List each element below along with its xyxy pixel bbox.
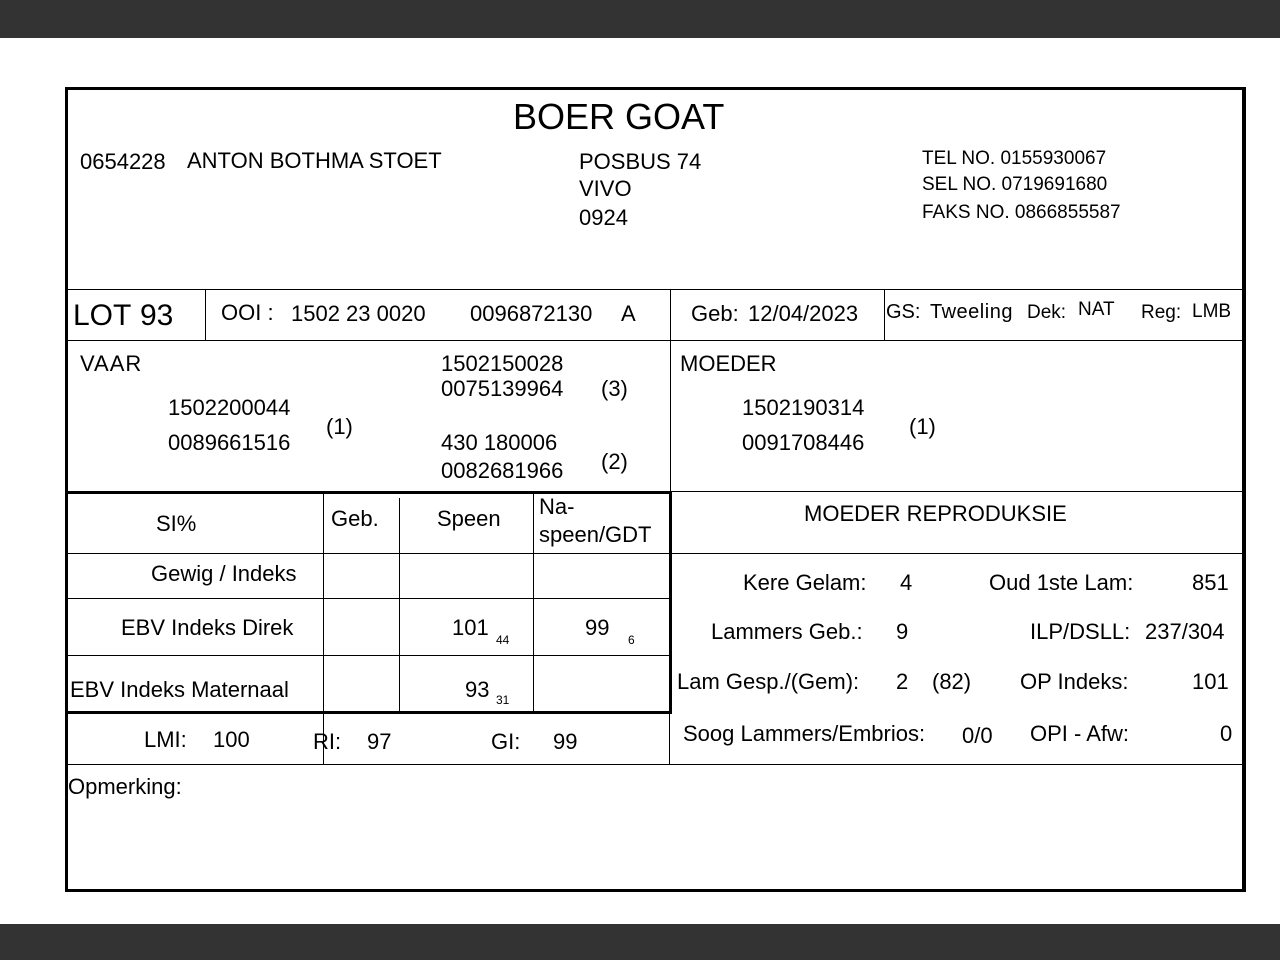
- opi-label: OPI - Afw:: [1030, 721, 1130, 746]
- sire-dam-reg: 0082681966: [441, 458, 564, 483]
- ebv-col-3: [533, 494, 534, 712]
- ebv-col-2: [399, 498, 400, 712]
- direk-speen-accuracy: 44: [496, 633, 510, 647]
- op-label: OP Indeks:: [1020, 669, 1129, 694]
- lmi-label: LMI:: [144, 727, 187, 752]
- ebv-col-1: [323, 494, 324, 764]
- lot-number: 93: [140, 299, 174, 332]
- kere-label: Kere Gelam:: [743, 570, 867, 595]
- breeder-address-2: VIVO: [579, 176, 632, 201]
- card-title: BOER GOAT: [513, 96, 725, 137]
- sire-dam-mark: (2): [601, 449, 628, 474]
- sire-sire-reg: 0075139964: [441, 376, 564, 401]
- sire-dam-id: 430 180006: [441, 430, 558, 455]
- gi-label: GI:: [491, 729, 521, 754]
- dam-id: 1502190314: [742, 395, 865, 420]
- breeder-number: 0654228: [80, 149, 166, 174]
- repro-title: MOEDER REPRODUKSIE: [804, 501, 1067, 526]
- ebv-box-top: [66, 491, 672, 494]
- ebv-box-bottom: [66, 711, 672, 714]
- breeder-name: ANTON BOTHMA STOET: [187, 148, 442, 173]
- sire-sire-mark: (3): [601, 376, 628, 401]
- ri-value: 97: [367, 729, 392, 754]
- birth-label: Geb:: [691, 301, 739, 326]
- top-bar: [0, 0, 1280, 38]
- ilp-value: 237/304: [1145, 619, 1225, 644]
- bottom-bar: [0, 924, 1280, 960]
- ebv-row-3: [68, 655, 670, 656]
- gs-value: Tweeling: [930, 301, 1013, 323]
- dam-mark: (1): [909, 414, 936, 439]
- sep-lower-v: [669, 714, 670, 764]
- lot-label: LOT: [73, 299, 132, 332]
- ebv-row-1: [68, 553, 670, 554]
- gi-value: 99: [553, 729, 578, 754]
- direk-naspeen-value: 99: [585, 615, 610, 640]
- reg-label: Reg:: [1141, 302, 1182, 323]
- maternaal-speen-accuracy: 31: [496, 693, 510, 707]
- row-label-maternaal: EBV Indeks Maternaal: [70, 677, 289, 702]
- breeder-address-1: POSBUS 74: [579, 149, 702, 174]
- sire-sire-id: 1502150028: [441, 351, 564, 376]
- dek-value: NAT: [1078, 299, 1115, 320]
- col-header-naspeen-2: speen/GDT: [539, 522, 652, 547]
- sep-lot-v1: [205, 290, 206, 340]
- sep-lot-v3: [884, 290, 885, 340]
- breeder-address-3: 0924: [579, 205, 628, 230]
- sep-lot-v2: [670, 290, 671, 340]
- sire-id: 1502200044: [168, 395, 291, 420]
- gs-label: GS:: [886, 301, 921, 323]
- ooi-id: 1502 23 0020: [291, 301, 426, 326]
- sep-lot-row: [66, 340, 1244, 341]
- kere-value: 4: [900, 570, 913, 595]
- lammers-value: 9: [896, 619, 909, 644]
- frame-bottom: [65, 889, 1246, 892]
- frame-top: [66, 87, 1246, 90]
- soog-value: 0/0: [962, 723, 993, 748]
- sep-header: [66, 289, 1244, 290]
- lmi-value: 100: [213, 727, 250, 752]
- gem-value: (82): [932, 669, 972, 694]
- oud-label: Oud 1ste Lam:: [989, 570, 1134, 595]
- sep-pedigree: [671, 491, 1244, 492]
- sire-mark: (1): [326, 414, 353, 439]
- reg-value: LMB: [1192, 301, 1232, 322]
- birth-date: 12/04/2023: [748, 301, 859, 326]
- direk-naspeen-accuracy: 6: [628, 633, 635, 647]
- frame-right: [1242, 87, 1246, 892]
- dek-label: Dek:: [1027, 302, 1067, 323]
- ebv-row-2: [68, 598, 670, 599]
- frame-left: [65, 87, 68, 892]
- lammers-label: Lammers Geb.:: [711, 619, 863, 644]
- dam-label: MOEDER: [680, 351, 777, 376]
- col-header-speen: Speen: [437, 506, 501, 531]
- ooi-label: OOI :: [221, 300, 274, 325]
- maternaal-speen-value: 93: [465, 677, 490, 702]
- col-header-geb: Geb.: [331, 506, 379, 531]
- soog-label: Soog Lammers/Embrios:: [683, 721, 926, 746]
- direk-speen-value: 101: [452, 615, 489, 640]
- breeder-faks: FAKS NO. 0866855587: [922, 202, 1121, 223]
- dam-reg: 0091708446: [742, 430, 865, 455]
- gesp-value: 2: [896, 669, 909, 694]
- ooi-grade: A: [621, 301, 636, 326]
- op-value: 101: [1192, 669, 1229, 694]
- row-label-direk: EBV Indeks Direk: [121, 615, 294, 640]
- sire-reg: 0089661516: [168, 430, 291, 455]
- ilp-label: ILP/DSLL:: [1030, 619, 1131, 644]
- oud-value: 851: [1192, 570, 1229, 595]
- gesp-label: Lam Gesp./(Gem):: [677, 669, 860, 694]
- ebv-box-right: [669, 491, 672, 714]
- breeder-sel: SEL NO. 0719691680: [922, 174, 1108, 195]
- sep-repro-title: [671, 553, 1244, 554]
- col-header-si: SI%: [156, 511, 197, 536]
- col-header-naspeen-1: Na-: [539, 494, 575, 519]
- sep-remarks: [66, 764, 1244, 765]
- remarks-label: Opmerking:: [68, 774, 182, 799]
- ooi-reg: 0096872130: [470, 301, 593, 326]
- ri-label: RI:: [313, 729, 342, 754]
- opi-value: 0: [1220, 721, 1233, 746]
- sep-pedigree-v: [670, 341, 671, 492]
- breeder-tel: TEL NO. 0155930067: [922, 148, 1107, 169]
- row-label-gewig: Gewig / Indeks: [151, 561, 297, 586]
- sire-label: VAAR: [80, 351, 143, 376]
